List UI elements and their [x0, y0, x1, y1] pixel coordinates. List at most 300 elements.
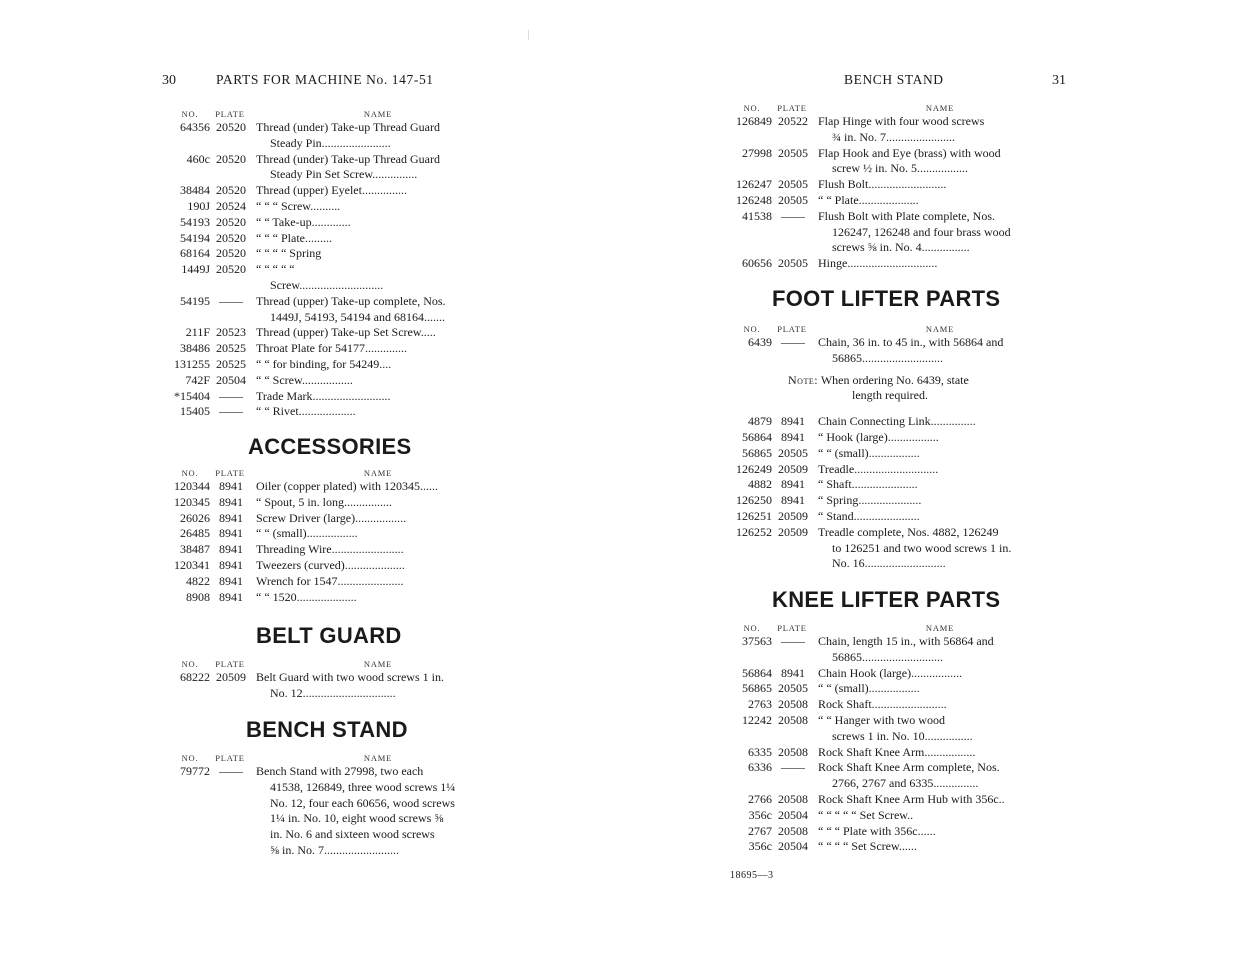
part-name-line: Thread (upper) Eyelet...............: [256, 183, 407, 198]
parts-row: [732, 477, 1068, 493]
plate-number: 8941: [781, 665, 805, 680]
part-name: [250, 670, 506, 702]
part-number: 26485: [180, 526, 210, 541]
part-number: 56865: [742, 445, 772, 460]
part-name-line: Flush Bolt with Plate complete, Nos.: [818, 208, 995, 223]
parts-row: [732, 256, 1068, 272]
part-name-line: “ “ Hanger with two wood: [818, 712, 945, 727]
part-number: 356c: [748, 807, 772, 822]
plate-number: 8941: [781, 493, 805, 508]
part-number: 4879: [748, 414, 772, 429]
part-name: [812, 177, 1068, 193]
plate-number: 8941: [219, 510, 243, 525]
part-number: 56864: [742, 665, 772, 680]
part-name-line: Bench Stand with 27998, two each: [256, 764, 424, 778]
part-name: [812, 446, 1068, 462]
plate-number: 20525: [216, 356, 246, 371]
part-name: [812, 824, 1068, 840]
plate-number: 20508: [778, 744, 808, 759]
parts-row: [170, 199, 506, 215]
part-name-line: “ Spring.....................: [818, 493, 922, 508]
part-name-line: screws 1 in. No. 10................: [832, 728, 973, 743]
parts-row: [732, 808, 1068, 824]
knee-lifter-heading: KNEE LIFTER PARTS: [772, 587, 1001, 612]
part-name-line: “ Stand......................: [818, 508, 920, 523]
part-name: [250, 246, 506, 262]
part-number: *15404: [174, 388, 210, 403]
part-name: [812, 477, 1068, 493]
parts-row: [732, 493, 1068, 509]
part-name: [812, 114, 1068, 146]
part-number: 8908: [186, 589, 210, 604]
knee-lifter-column-header: NO. PLATE NAME: [743, 623, 955, 633]
part-name-line: “ “ “ Plate with 356c......: [818, 823, 936, 838]
parts-row: [732, 745, 1068, 761]
part-name-line: Treadle complete, Nos. 4882, 126249: [818, 524, 999, 539]
parts-row: [170, 183, 506, 199]
parts-row: [732, 335, 1068, 367]
plate-number: 20505: [778, 192, 808, 207]
parts-row: [170, 215, 506, 231]
note-text-1: When ordering No. 6439, state: [820, 372, 969, 387]
part-name-line: 1449J, 54193, 54194 and 68164.......: [270, 309, 445, 324]
plate-number: 8941: [781, 477, 805, 492]
part-name-line: Chain, 36 in. to 45 in., with 56864 and: [818, 335, 1004, 349]
plate-number: ——: [781, 634, 805, 648]
belt-guard-section: [170, 623, 506, 702]
parts-row: [170, 495, 506, 511]
part-number: 126248: [736, 192, 772, 207]
note-text-2: length required.: [852, 388, 928, 403]
part-name: [812, 525, 1068, 572]
part-name: [250, 764, 506, 859]
plate-number: 20505: [778, 681, 808, 696]
part-name: [250, 183, 506, 199]
part-name: [812, 509, 1068, 525]
plate-number: 20520: [216, 246, 246, 261]
part-name: [812, 146, 1068, 178]
part-number: 126249: [736, 461, 772, 476]
part-number: 37563: [742, 634, 772, 648]
accessories-heading: ACCESSORIES: [248, 434, 412, 459]
part-number: 4822: [186, 573, 210, 588]
plate-number: 20525: [216, 341, 246, 356]
bench-stand-parts-rows: [732, 114, 1068, 272]
print-code: 18695—3: [730, 870, 774, 881]
part-name-line: “ “ “ Plate.........: [256, 230, 332, 245]
part-name: [250, 152, 506, 184]
left-folio: 30: [162, 73, 176, 88]
part-number: 4882: [748, 477, 772, 492]
part-name: [250, 373, 506, 389]
parts-row: [170, 542, 506, 558]
part-number: 6439: [748, 335, 772, 349]
parts-row: [170, 357, 506, 373]
left-page: [0, 0, 617, 954]
parts-row: [732, 681, 1068, 697]
column-label: PLATE: [215, 109, 245, 119]
right-running-head: BENCH STAND: [844, 72, 944, 87]
bench-stand-column-header: NO. PLATE NAME: [181, 753, 393, 763]
part-number: 742F: [185, 372, 210, 387]
plate-number: 20504: [778, 839, 808, 854]
plate-number: 20504: [778, 807, 808, 822]
part-name: [812, 256, 1068, 272]
plate-number: 8941: [219, 542, 243, 557]
accessories-column-header: NO. PLATE NAME: [181, 468, 393, 478]
plate-number: 20520: [216, 262, 246, 277]
part-name-line: Rock Shaft Knee Arm Hub with 356c..: [818, 791, 1005, 806]
bench-stand-rows: [170, 764, 506, 859]
parts-row: [732, 713, 1068, 745]
belt-guard-heading: BELT GUARD: [256, 623, 402, 648]
parts-row: [732, 839, 1068, 855]
part-name-line: Treadle............................: [818, 461, 939, 476]
part-number: 54194: [180, 230, 210, 245]
plate-number: 8941: [219, 479, 243, 493]
plate-number: 20508: [778, 697, 808, 712]
part-name: [250, 404, 506, 420]
accessories-section: [170, 434, 506, 605]
parts-row: [170, 341, 506, 357]
parts-row: [732, 824, 1068, 840]
plate-number: 8941: [781, 414, 805, 429]
parts-row: [170, 558, 506, 574]
part-name: [812, 839, 1068, 855]
parts-row: [170, 231, 506, 247]
part-name-line: Rock Shaft Knee Arm complete, Nos.: [818, 760, 1000, 775]
right-page: [618, 0, 1235, 954]
part-name: [812, 792, 1068, 808]
part-name-line: No. 12...............................: [270, 685, 396, 700]
part-name-line: Throat Plate for 54177..............: [256, 341, 407, 356]
parts-row: [170, 152, 506, 184]
part-name: [250, 479, 506, 495]
parts-row: [170, 479, 506, 495]
part-name-line: in. No. 6 and sixteen wood screws: [270, 827, 435, 842]
parts-row: [170, 404, 506, 420]
part-number: 15405: [180, 404, 210, 419]
knee-lifter-rows: [732, 634, 1068, 855]
part-number: 54195: [180, 293, 210, 308]
part-number: 120345: [174, 494, 210, 509]
part-name: [812, 193, 1068, 209]
left-folio-area: [162, 72, 176, 89]
part-name-line: to 126251 and two wood screws 1 in.: [832, 540, 1012, 555]
belt-guard-column-header: NO. PLATE NAME: [181, 659, 393, 669]
part-name-line: 126247, 126248 and four brass wood: [832, 224, 1011, 239]
part-name: [812, 808, 1068, 824]
parts-row: [732, 177, 1068, 193]
part-number: 1449J: [181, 262, 210, 277]
part-number: 38484: [180, 183, 210, 198]
foot-lifter-note: [732, 373, 1068, 405]
part-name-line: Flush Bolt..........................: [818, 177, 947, 192]
column-label: NAME: [363, 109, 393, 119]
plate-number: 8941: [219, 494, 243, 509]
parts-row: [170, 526, 506, 542]
part-number: 126252: [736, 524, 772, 539]
parts-row: [732, 430, 1068, 446]
part-name-line: Thread (under) Take-up Thread Guard: [256, 120, 440, 134]
plate-number: 20508: [778, 791, 808, 806]
bench-stand-parts-section: [732, 103, 1068, 272]
part-name: [812, 493, 1068, 509]
accessories-rows: [170, 479, 506, 605]
part-name-line: “ “ (small).................: [256, 526, 358, 541]
part-number: 6336: [748, 760, 772, 775]
part-number: 120341: [174, 557, 210, 572]
part-name: [250, 511, 506, 527]
plate-number: ——: [219, 293, 243, 308]
part-name: [250, 215, 506, 231]
plate-number: 20509: [778, 524, 808, 539]
parts-row: [170, 262, 506, 294]
parts-row: [732, 146, 1068, 178]
plate-number: 20508: [778, 712, 808, 727]
plate-number: ——: [219, 404, 243, 419]
part-number: 460c: [186, 151, 210, 166]
part-number: 38486: [180, 341, 210, 356]
part-name-line: “ “ Rivet...................: [256, 404, 356, 419]
parts-row: [170, 764, 506, 859]
part-name-line: Thread (upper) Take-up Set Screw.....: [256, 325, 436, 340]
part-name-line: Thread (upper) Take-up complete, Nos.: [256, 293, 446, 308]
part-number: 38487: [180, 542, 210, 557]
plate-number: 20508: [778, 823, 808, 838]
part-name-line: Hinge..............................: [818, 256, 938, 271]
part-name: [812, 666, 1068, 682]
plate-number: 20520: [216, 151, 246, 166]
foot-lifter-column-header: NO. PLATE NAME: [743, 324, 955, 334]
part-name: [250, 574, 506, 590]
part-name-line: “ “ Take-up.............: [256, 214, 351, 229]
part-name-line: 56865...........................: [832, 649, 943, 664]
plate-number: ——: [781, 760, 805, 775]
part-name: [812, 681, 1068, 697]
part-name-line: screws ⅝ in. No. 4................: [832, 240, 970, 255]
part-name: [812, 745, 1068, 761]
part-name: [250, 325, 506, 341]
plate-number: ——: [219, 388, 243, 403]
plate-number: 20509: [778, 508, 808, 523]
part-name-line: “ “ “ “ “: [256, 262, 295, 277]
part-number: 2767: [748, 823, 772, 838]
foot-lifter-rows-b: [732, 414, 1068, 572]
plate-number: 20524: [216, 198, 246, 213]
plate-number: 20505: [778, 256, 808, 271]
part-name-line: Rock Shaft Knee Arm.................: [818, 744, 976, 759]
part-name: [250, 526, 506, 542]
plate-number: 20520: [216, 230, 246, 245]
plate-number: 8941: [219, 589, 243, 604]
bench-stand-parts-column-header: NO. PLATE NAME: [743, 103, 955, 113]
plate-number: 8941: [219, 557, 243, 572]
part-number: 60656: [742, 256, 772, 271]
parts-row: [170, 120, 506, 152]
plate-number: 20520: [216, 183, 246, 198]
parts-row: [170, 389, 506, 405]
part-number: 41538: [742, 208, 772, 223]
parts-row: [732, 760, 1068, 792]
parts-row: [732, 792, 1068, 808]
part-number: 68164: [180, 246, 210, 261]
part-name: [812, 430, 1068, 446]
part-name-line: “ “ Plate....................: [818, 192, 919, 207]
part-number: 190J: [187, 198, 210, 213]
part-number: 211F: [185, 325, 210, 340]
part-number: 68222: [180, 670, 210, 684]
part-name: [250, 341, 506, 357]
column-label: NO.: [181, 109, 199, 119]
part-name-line: Trade Mark..........................: [256, 388, 391, 403]
part-name: [812, 335, 1068, 367]
part-name-line: Screw Driver (large).................: [256, 510, 407, 525]
knee-lifter-section: [732, 587, 1068, 855]
part-name-line: screw ½ in. No. 5.................: [832, 161, 968, 176]
part-name-line: No. 16...........................: [832, 556, 946, 571]
part-number: 27998: [742, 145, 772, 160]
part-name-line: 2766, 2767 and 6335...............: [832, 776, 979, 791]
parts-row: [732, 193, 1068, 209]
parts-row: [732, 414, 1068, 430]
plate-number: ——: [219, 764, 243, 778]
part-name-line: Chain, length 15 in., with 56864 and: [818, 634, 994, 648]
plate-number: 20522: [778, 114, 808, 128]
part-name: [250, 542, 506, 558]
plate-number: 20520: [216, 120, 246, 134]
parts-row: [170, 373, 506, 389]
part-name-line: Oiler (copper plated) with 120345......: [256, 479, 438, 493]
part-name: [250, 495, 506, 511]
part-number: 54193: [180, 214, 210, 229]
part-name: [250, 231, 506, 247]
part-name-line: Screw............................: [270, 277, 384, 292]
part-name-line: “ “ 1520....................: [256, 589, 357, 604]
part-name: [250, 590, 506, 606]
parts-row: [170, 574, 506, 590]
parts-row: [732, 114, 1068, 146]
part-name: [250, 357, 506, 373]
plate-number: ——: [781, 208, 805, 223]
plate-number: 8941: [781, 429, 805, 444]
part-name-line: Flap Hook and Eye (brass) with wood: [818, 145, 1001, 160]
plate-number: 8941: [219, 526, 243, 541]
part-name-line: Chain Connecting Link...............: [818, 414, 976, 429]
part-name-line: Wrench for 1547......................: [256, 573, 404, 588]
part-name-line: ⅝ in. No. 7.........................: [270, 842, 399, 857]
part-name: [250, 199, 506, 215]
plate-number: 20505: [778, 177, 808, 192]
right-folio: 31: [1052, 73, 1066, 88]
bench-stand-heading: BENCH STAND: [246, 717, 408, 742]
part-name: [250, 262, 506, 294]
plate-number: 20504: [216, 372, 246, 387]
part-name-line: Steady Pin.......................: [270, 135, 391, 150]
right-folio-area: [1052, 72, 1066, 89]
part-name-line: Belt Guard with two wood screws 1 in.: [256, 670, 444, 684]
parts-row: [732, 525, 1068, 572]
part-name: [812, 414, 1068, 430]
parts-row: [732, 209, 1068, 256]
parts-row: [170, 670, 506, 702]
part-name-line: Rock Shaft.........................: [818, 697, 947, 712]
part-number: 2763: [748, 697, 772, 712]
part-name-line: “ Shaft......................: [818, 477, 918, 492]
bench-stand-section: [170, 717, 506, 859]
part-number: 26026: [180, 510, 210, 525]
part-name-line: Chain Hook (large).................: [818, 665, 963, 680]
part-number: 56864: [742, 429, 772, 444]
part-name-line: “ “ “ “ Spring: [256, 246, 322, 261]
part-name-line: “ “ (small).................: [818, 445, 920, 460]
plate-number: ——: [781, 335, 805, 349]
part-name: [812, 634, 1068, 666]
part-name-line: “ “ “ “ “ Set Screw..: [818, 807, 914, 822]
foot-lifter-heading: FOOT LIFTER PARTS: [772, 286, 1001, 311]
parts-row: [170, 590, 506, 606]
part-name: [812, 713, 1068, 745]
part-number: 12242: [742, 712, 772, 727]
part-name-line: Thread (under) Take-up Thread Guard: [256, 151, 440, 166]
thread-column-header: [170, 109, 506, 120]
parts-row: [170, 294, 506, 326]
part-name-line: Flap Hinge with four wood screws: [818, 114, 985, 128]
parts-row: [170, 246, 506, 262]
thread-rows: [170, 120, 506, 420]
part-name-line: “ Spout, 5 in. long................: [256, 494, 393, 509]
left-running-head: PARTS FOR MACHINE No. 147-51: [216, 72, 434, 87]
part-number: 79772: [180, 764, 210, 778]
part-name-line: “ “ (small).................: [818, 681, 920, 696]
plate-number: 20523: [216, 325, 246, 340]
part-number: 2766: [748, 791, 772, 806]
part-name-line: “ “ Screw.................: [256, 372, 353, 387]
note-label: Note:: [788, 372, 819, 387]
parts-row: [732, 697, 1068, 713]
part-number: 126250: [736, 493, 772, 508]
parts-row: [170, 511, 506, 527]
part-name: [250, 558, 506, 574]
part-name: [250, 120, 506, 152]
part-number: 6335: [748, 744, 772, 759]
parts-row: [732, 509, 1068, 525]
thread-section: [170, 109, 506, 420]
part-name-line: “ “ for binding, for 54249....: [256, 356, 392, 371]
foot-lifter-rows-a: [732, 335, 1068, 367]
plate-number: 20505: [778, 145, 808, 160]
part-name-line: “ “ “ Screw..........: [256, 198, 341, 213]
part-name-line: Steady Pin Set Screw...............: [270, 167, 418, 182]
part-name-line: “ “ “ “ Set Screw......: [818, 839, 917, 854]
part-name: [812, 760, 1068, 792]
part-number: 64356: [180, 120, 210, 134]
part-number: 126247: [736, 177, 772, 192]
parts-row: [170, 325, 506, 341]
parts-row: [732, 446, 1068, 462]
plate-number: 20509: [216, 670, 246, 684]
part-name-line: Threading Wire........................: [256, 542, 404, 557]
part-name: [812, 462, 1068, 478]
part-number: 356c: [748, 839, 772, 854]
plate-number: 8941: [219, 573, 243, 588]
parts-row: [732, 462, 1068, 478]
part-name-line: ¾ in. No. 7.......................: [832, 129, 955, 144]
parts-row: [732, 666, 1068, 682]
part-number: 56865: [742, 681, 772, 696]
part-name: [250, 389, 506, 405]
part-name-line: 1¼ in. No. 10, eight wood screws ⅝: [270, 811, 444, 826]
